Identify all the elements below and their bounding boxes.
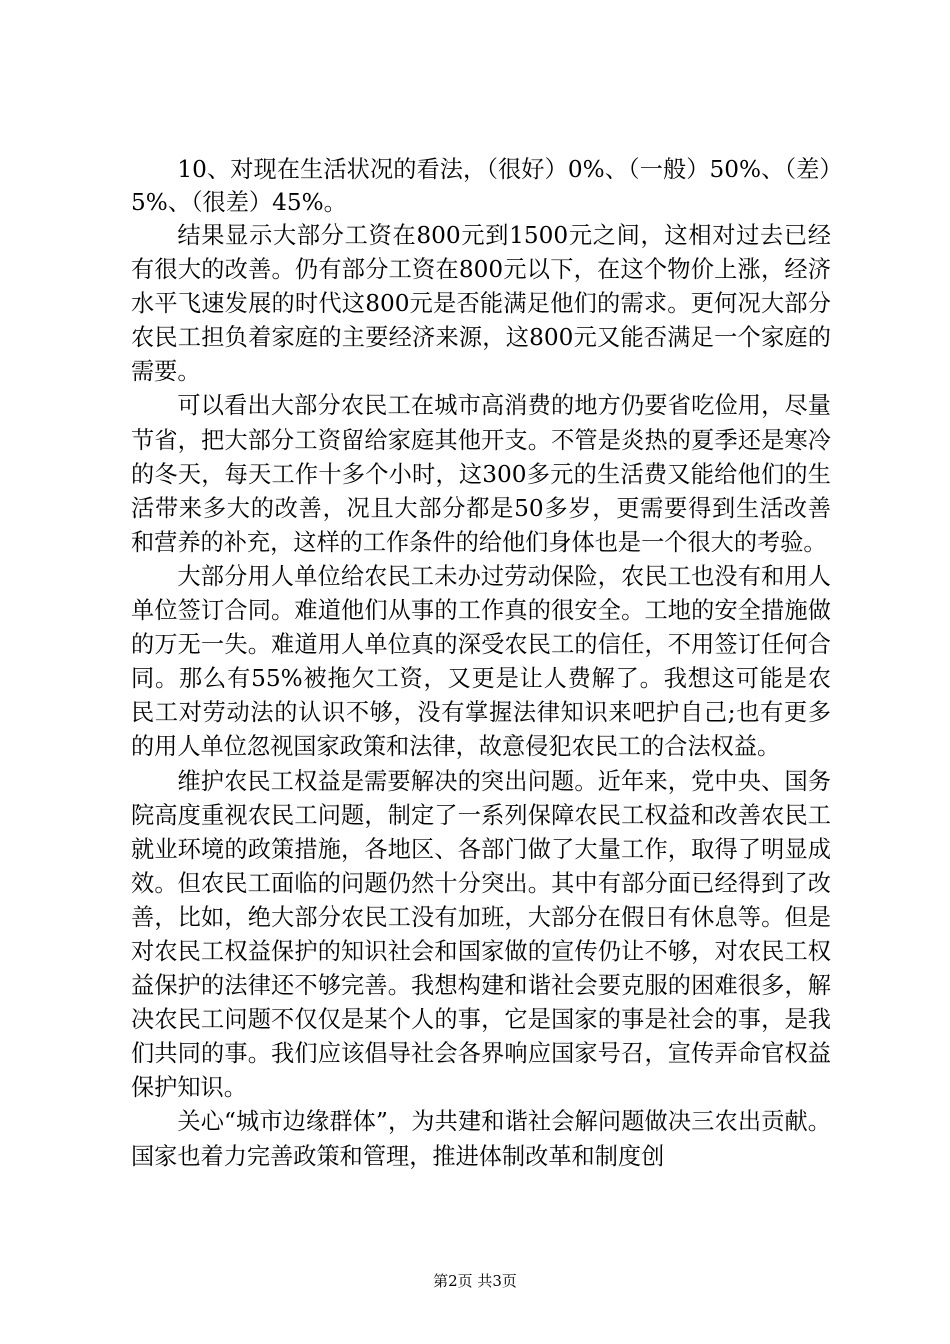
paragraph-labor-insurance: 大部分用人单位给农民工未办过劳动保险，农民工也没有和用人单位签订合同。难道他们从事的工作真的很安全。工地的安全措施做的万无一失。难道用人单位真的深受农民工的信任，不用签订任何合同。那么有55%被拖欠工资，又更是让人费解了。我想这可能是农民工对劳动法的认识不够，没有掌握法律知识来吧护自己;也有更多的用人单位忽视国家政策和法律，故意侵犯农民工的合法权益。 — [131, 562, 831, 761]
page-number-footer: 第2页 共3页 — [433, 1272, 517, 1290]
paragraph-wage-analysis: 结果显示大部分工资在800元到1500元之间，这相对过去已经有很大的改善。仍有部分工资在800元以下，在这个物价上涨，经济水平飞速发展的时代这800元是否能满足他们的需求。更何况大部分农民工担负着家庭的主要经济来源，这800元又能否满足一个家庭的需要。 — [131, 222, 831, 386]
paragraph-life-status-survey: 10、对现在生活状况的看法，（很好）0%、（一般）50%、（差）5%、（很差）45%。 — [131, 156, 831, 216]
paragraph-rights-protection: 维护农民工权益是需要解决的突出问题。近年来，党中央、国务院高度重视农民工问题，制定了一系列保障农民工权益和改善农民工就业环境的政策措施，各地区、各部门做了大量工作，取得了明显成效。但农民工面临的问题仍然十分突出。其中有部分面已经得到了改善，比如，绝大部分农民工没有加班，大部分在假日有休息等。但是对农民工权益保护的知识社会和国家做的宣传仍让不够，对农民工权益保护的法律还不够完善。我想构建和谐社会要克服的困难很多，解决农民工问题不仅仅是某个人的事，它是国家的事是社会的事，是我们共同的事。我们应该倡导社会各界响应国家号召，宣传弄命官权益保护知识。 — [131, 767, 831, 1102]
paragraph-living-expenses: 可以看出大部分农民工在城市高消费的地方仍要省吃俭用，尽量节省，把大部分工资留给家庭其他开支。不管是炎热的夏季还是寒冷的冬天，每天工作十多个小时，这300多元的生活费又能给他们的生活带来多大的改善，况且大部分都是50多岁，更需要得到生活改善和营养的补充，这样的工作条件的给他们身体也是一个很大的考验。 — [131, 392, 831, 556]
document-body — [131, 153, 831, 1174]
paragraph-urban-marginal-groups: 关心“城市边缘群体”，为共建和谐社会解问题做决三农出贡献。国家也着力完善政策和管理，推进体制改革和制度创 — [131, 1108, 831, 1170]
